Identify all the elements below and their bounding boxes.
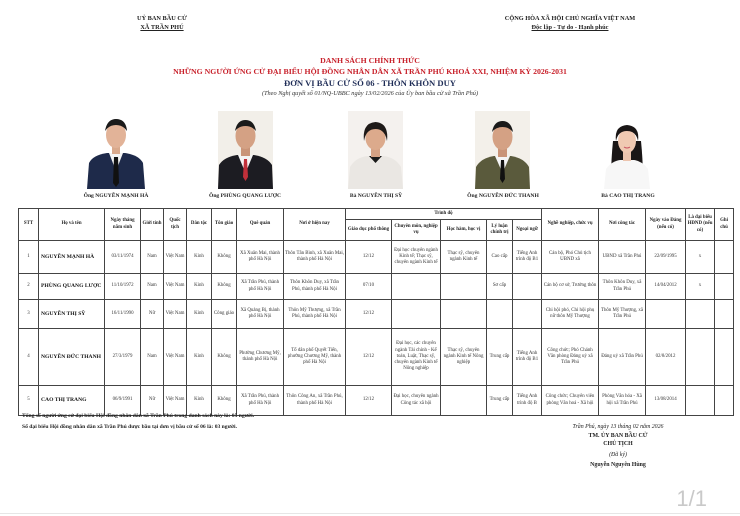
candidate-table (18, 208, 734, 416)
cell-general-edu: 07/10 (346, 274, 392, 300)
signer-name: Nguyễn Nguyên Hùng (590, 462, 646, 469)
cell-specialty: Đại học, chuyên ngành Công tác xã hội (392, 386, 441, 416)
cell-general-edu: 12/12 (346, 241, 392, 274)
cell-occupation: Công chức; Phó Chánh Văn phòng Đảng uỷ xã Trần Phú (542, 329, 599, 386)
cell-occupation: Cán bộ, Phó Chủ tịch UBND xã (542, 241, 599, 274)
cell-occupation: Chi hội phó, Chi hội phụ nữ thôn Mỹ Thượng (542, 300, 599, 329)
cell-gender: Nam (141, 329, 164, 386)
cell-workplace: UBND xã Trần Phú (599, 241, 646, 274)
col-header-language: Ngoại ngữ (513, 220, 542, 241)
summary-seats: Số đại biểu Hội đồng nhân dân xã Trần Phú được bầu tại đơn vị bầu cử số 06 là: 03 người. (22, 424, 237, 430)
cell-ethnicity: Kinh (187, 241, 212, 274)
candidate-photo-2 (218, 111, 273, 189)
cell-gender: Nam (141, 274, 164, 300)
cell-stt: 4 (19, 329, 39, 386)
portrait-man-icon (85, 111, 147, 189)
col-header-is-delegate: Là đại biểu HĐND (nếu có) (686, 209, 715, 241)
cell-language (513, 274, 542, 300)
cell-note (715, 329, 734, 386)
cell-stt: 3 (19, 300, 39, 329)
document-title: DANH SÁCH CHÍNH THỨC (320, 56, 420, 65)
cell-degree: Thạc sỹ, chuyên ngành Kinh tế (441, 241, 487, 274)
page-indicator: 1/1 (676, 486, 707, 511)
col-header-general-edu: Giáo dục phổ thông (346, 220, 392, 241)
cell-degree (441, 386, 487, 416)
cell-general-edu: 12/12 (346, 329, 392, 386)
col-header-ethnicity: Dân tộc (187, 209, 212, 241)
cell-nationality: Việt Nam (164, 274, 187, 300)
photo-caption: Ông NGUYỄN ĐỨC THANH (467, 193, 539, 199)
cell-language: Tiếng Anh trình độ B1 (513, 329, 542, 386)
cell-religion: Không (212, 241, 237, 274)
photo-caption: Bà NGUYỄN THỊ SỸ (349, 193, 403, 199)
table-header-row (19, 209, 734, 220)
col-header-occupation: Nghề nghiệp, chức vụ (542, 209, 599, 241)
col-header-specialty: Chuyên môn, nghiệp vụ (392, 220, 441, 241)
col-header-name: Họ và tên (39, 209, 105, 241)
cell-ethnicity: Kinh (187, 274, 212, 300)
cell-party-date: 22/09/1995 (646, 241, 686, 274)
cell-note (715, 386, 734, 416)
cell-dob: 27/3/1979 (105, 329, 141, 386)
cell-gender: Nữ (141, 300, 164, 329)
cell-occupation: Cán bộ cơ sở, Trưởng thôn (542, 274, 599, 300)
cell-degree: Thạc sỹ, chuyên ngành Kinh tế Nông nghiệp (441, 329, 487, 386)
cell-nationality: Việt Nam (164, 241, 187, 274)
cell-workplace: Thôn Khôn Duy, xã Trần Phú (599, 274, 646, 300)
cell-ethnicity: Kinh (187, 300, 212, 329)
cell-dob: 03/11/1974 (105, 241, 141, 274)
cell-nationality: Việt Nam (164, 300, 187, 329)
cell-is-delegate (686, 386, 715, 416)
cell-nationality: Việt Nam (164, 329, 187, 386)
col-header-degree: Học hàm, học vị (441, 220, 487, 241)
cell-degree (441, 274, 487, 300)
cell-hometown: Xã Quảng Bị, thành phố Hà Nội (237, 300, 284, 329)
cell-language: Tiếng Anh trình độ B1 (513, 241, 542, 274)
col-header-politics: Lý luận chính trị (487, 220, 513, 241)
cell-language (513, 300, 542, 329)
country-name: CỘNG HÒA XÃ HỘI CHỦ NGHĨA VIỆT NAM (504, 15, 636, 22)
cell-residence: Thôn Tân Bình, xã Xuân Mai, thành phố Hà Nội (284, 241, 346, 274)
table-row (19, 300, 734, 329)
cell-note (715, 300, 734, 329)
signature-org: TM. ỦY BAN BẦU CỬ (588, 432, 648, 439)
col-header-gender: Giới tính (141, 209, 164, 241)
authority-name: UỶ BAN BẦU CỬ (137, 15, 187, 22)
cell-hometown: Xã Xuân Mai, thành phố Hà Nội (237, 241, 284, 274)
cell-dob: 06/9/1991 (105, 386, 141, 416)
candidate-photo-5 (598, 111, 656, 189)
col-header-dob: Ngày tháng năm sinh (105, 209, 141, 241)
cell-workplace: Thôn Mỹ Thượng, xã Trần Phú (599, 300, 646, 329)
cell-religion: Không (212, 329, 237, 386)
page-bottom-divider (0, 513, 740, 514)
cell-workplace: Đảng uỷ xã Trần Phú (599, 329, 646, 386)
cell-party-date: 14/04/2012 (646, 274, 686, 300)
cell-stt: 2 (19, 274, 39, 300)
table-row (19, 241, 734, 274)
cell-name: PHÙNG QUANG LƯỢC (39, 274, 105, 300)
col-header-residence: Nơi ở hiện nay (284, 209, 346, 241)
col-header-workplace: Nơi công tác (599, 209, 646, 241)
cell-ethnicity: Kinh (187, 386, 212, 416)
summary-total-candidates: Tổng số người ứng cử đại biểu Hội đồng nhân dân xã Trần Phú trong danh sách này là: 05 người. (22, 413, 255, 419)
cell-politics: Sơ cấp (487, 274, 513, 300)
cell-politics: Trung cấp (487, 329, 513, 386)
cell-stt: 5 (19, 386, 39, 416)
cell-general-edu: 12/12 (346, 386, 392, 416)
cell-note (715, 241, 734, 274)
cell-residence: Thôn Công An, xã Trần Phú, thành phố Hà Nội (284, 386, 346, 416)
cell-name: NGUYỄN ĐỨC THANH (39, 329, 105, 386)
cell-name: NGUYỄN MẠNH HÀ (39, 241, 105, 274)
cell-gender: Nữ (141, 386, 164, 416)
col-header-religion: Tôn giáo (212, 209, 237, 241)
portrait-woman-icon (348, 111, 403, 189)
cell-nationality: Việt Nam (164, 386, 187, 416)
legal-basis: (Theo Nghị quyết số 01/NQ-UBBC ngày 13/02/2026 của Ủy ban bầu cử xã Trần Phú) (261, 90, 479, 97)
cell-note (715, 274, 734, 300)
signature-role: CHỦ TỊCH (603, 441, 633, 448)
cell-religion: Không (212, 386, 237, 416)
cell-gender: Nam (141, 241, 164, 274)
cell-specialty: Đại học chuyên ngành Kinh tế; Thạc sỹ, chuyên ngành Kinh tế (392, 241, 441, 274)
authority-commune: XÃ TRẦN PHÚ (140, 24, 184, 31)
col-header-party-date: Ngày vào Đảng (nếu có) (646, 209, 686, 241)
cell-religion: Không (212, 274, 237, 300)
portrait-woman-icon (598, 111, 656, 189)
motto: Độc lập - Tự do - Hạnh phúc (531, 24, 609, 31)
cell-is-delegate (686, 300, 715, 329)
cell-residence: Tổ dân phố Quyết Tiến, phường Chương Mỹ, thành phố Hà Nội (284, 329, 346, 386)
cell-ethnicity: Kinh (187, 329, 212, 386)
table-row (19, 274, 734, 300)
cell-stt: 1 (19, 241, 39, 274)
signature-block (548, 423, 688, 470)
document-subtitle: NHỮNG NGƯỜI ỨNG CỬ ĐẠI BIỂU HỘI ĐỒNG NHÂN DÂN XÃ TRẦN PHÚ KHOÁ XXI, NHIỆM KỲ 2026-2031 (173, 67, 567, 76)
cell-is-delegate (686, 329, 715, 386)
signature-signed: (Đã ký) (609, 451, 627, 458)
cell-politics: Cao cấp (487, 241, 513, 274)
col-header-note: Ghi chú (715, 209, 734, 241)
cell-dob: 11/10/1972 (105, 274, 141, 300)
cell-name: CAO THỊ TRANG (39, 386, 105, 416)
photo-caption: Ông PHÙNG QUANG LƯỢC (208, 193, 282, 199)
col-header-stt: STT (19, 209, 39, 241)
cell-is-delegate: x (686, 274, 715, 300)
cell-occupation: Công chức; Chuyên viên phòng Văn hoá - Xã hội (542, 386, 599, 416)
cell-is-delegate: x (686, 241, 715, 274)
cell-specialty: Đại học, các chuyên ngành Tài chính - Kế toán, Luật, Thạc sỹ, chuyên ngành Kinh tế Nông nghiệp (392, 329, 441, 386)
cell-dob: 16/11/1990 (105, 300, 141, 329)
cell-politics: Trung cấp (487, 386, 513, 416)
cell-hometown: Phường Chương Mỹ, thành phố Hà Nội (237, 329, 284, 386)
document-titles (0, 55, 740, 98)
cell-workplace: Phòng Văn hóa - Xã hội xã Trần Phú (599, 386, 646, 416)
portrait-man-icon (475, 111, 530, 189)
cell-hometown: Xã Trần Phú, thành phố Hà Nội (237, 274, 284, 300)
col-header-education-group: Trình độ (346, 209, 542, 220)
cell-party-date: 02/8/2012 (646, 329, 686, 386)
table-row (19, 329, 734, 386)
summary (22, 411, 254, 433)
cell-residence: Thôn Mỹ Thượng, xã Trần Phú, thành phố Hà Nội (284, 300, 346, 329)
candidate-photo-1 (85, 111, 147, 189)
cell-general-edu: 12/12 (346, 300, 392, 329)
cell-specialty (392, 274, 441, 300)
signature-place-date: Trần Phú, ngày 13 tháng 02 năm 2026 (572, 424, 664, 430)
electoral-unit: ĐƠN VỊ BẦU CỬ SỐ 06 - THÔN KHÔN DUY (284, 78, 456, 88)
cell-name: NGUYỄN THỊ SỸ (39, 300, 105, 329)
photo-caption: Bà CAO THỊ TRANG (601, 193, 655, 199)
cell-party-date: 13/08/2014 (646, 386, 686, 416)
candidate-photo-3 (348, 111, 403, 189)
col-header-hometown: Quê quán (237, 209, 284, 241)
cell-hometown: Xã Trần Phú, thành phố Hà Nội (237, 386, 284, 416)
national-motto (450, 14, 690, 32)
candidate-photo-4 (475, 111, 530, 189)
cell-religion: Công giáo (212, 300, 237, 329)
portrait-man-icon (218, 111, 273, 189)
photo-caption: Ông NGUYỄN MẠNH HÀ (83, 193, 149, 199)
cell-language: Tiếng Anh trình độ B (513, 386, 542, 416)
issuing-authority (100, 14, 224, 32)
cell-politics (487, 300, 513, 329)
cell-specialty (392, 300, 441, 329)
cell-residence: Thôn Khôn Duy, xã Trần Phú, thành phố Hà Nội (284, 274, 346, 300)
cell-degree (441, 300, 487, 329)
col-header-nationality: Quốc tịch (164, 209, 187, 241)
cell-party-date (646, 300, 686, 329)
